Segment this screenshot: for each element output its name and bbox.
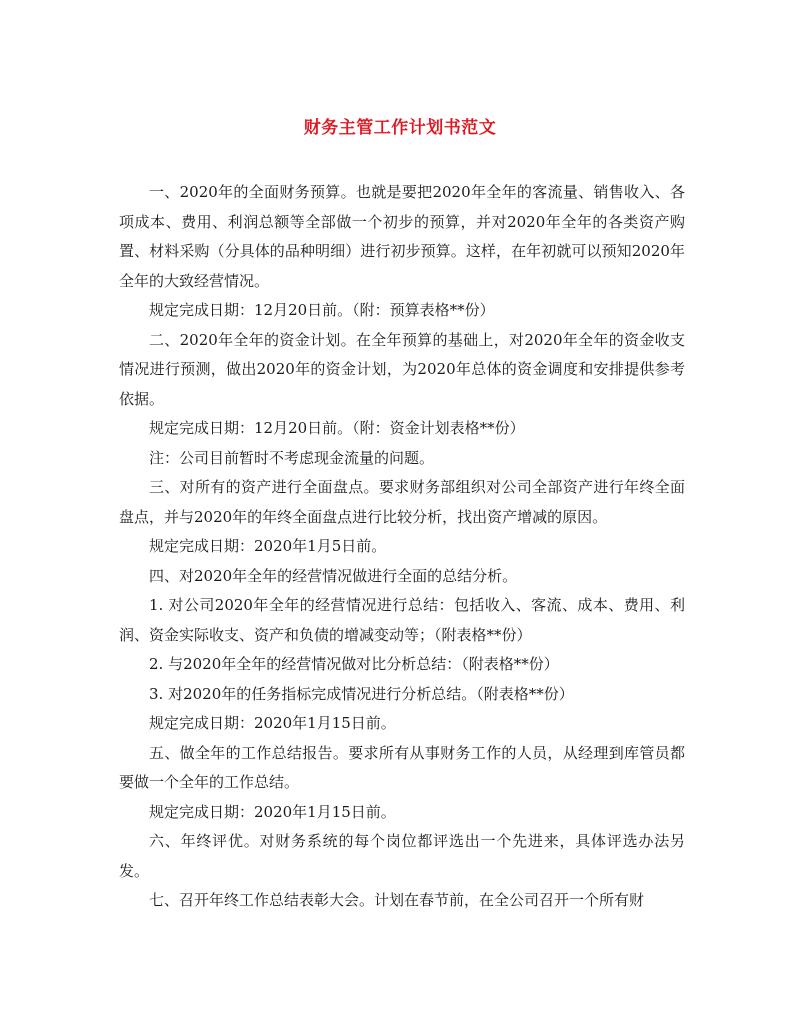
paragraph-3-asset-inventory: 三、对所有的资产进行全面盘点。要求财务部组织对公司全部资产进行年终全面盘点，并与2020年的年终全面盘点进行比较分析，找出资产增减的原因。 <box>119 478 685 526</box>
paragraph-deadline-2: 规定完成日期：12月20日前。（附：资金计划表格**份） <box>149 419 525 437</box>
paragraph-deadline-3: 规定完成日期：2020年1月5日前。 <box>149 537 387 555</box>
paragraph-note: 注：公司目前暂时不考虑现金流量的问题。 <box>149 448 435 467</box>
document-body <box>119 178 685 916</box>
paragraph-4-annual-analysis: 四、对2020年全年的经营情况做进行全面的总结分析。 <box>149 566 518 585</box>
paragraph-4-item-2: 2. 与2020年全年的经营情况做对比分析总结：（附表格**份） <box>149 655 559 673</box>
paragraph-4-item-1: 1. 对公司2020年全年的经营情况进行总结：包括收入、客流、成本、费用、利润、资金实际收支、资产和负债的增减变动等；（附表格**份） <box>119 596 685 644</box>
paragraph-2-capital-plan: 二、2020年全年的资金计划。在全年预算的基础上，对2020年全年的资金收支情况进行预测，做出2020年的资金计划，为2020年总体的资金调度和安排提供参考依据。 <box>119 330 685 408</box>
paragraph-deadline-5: 规定完成日期：2020年1月15日前。 <box>149 802 396 821</box>
paragraph-deadline-4: 规定完成日期：2020年1月15日前。 <box>149 714 396 732</box>
paragraph-6-evaluation: 六、年终评优。对财务系统的每个岗位都评选出一个先进来，具体评选办法另发。 <box>119 832 685 880</box>
document-title: 财务主管工作计划书范文 <box>303 118 497 138</box>
paragraph-deadline-1: 规定完成日期：12月20日前。（附：预算表格**份） <box>149 301 495 319</box>
paragraph-5-work-summary: 五、做全年的工作总结报告。要求所有从事财务工作的人员，从经理到库管员都要做一个全年的工作总结。 <box>119 743 685 791</box>
paragraph-1-budget: 一、2020年的全面财务预算。也就是要把2020年全年的客流量、销售收入、各项成本、费用、利润总额等全部做一个初步的预算，并对2020年全年的各类资产购置、材料采购（分具体的品种明细）进行初步预算。这样，在年初就可以预知2020年全年的大致经营情况。 <box>119 183 685 290</box>
paragraph-7-meeting: 七、召开年终工作总结表彰大会。计划在春节前，在全公司召开一个所有财 <box>149 891 645 909</box>
paragraph-4-item-3: 3. 对2020年的任务指标完成情况进行分析总结。（附表格**份） <box>149 684 574 703</box>
